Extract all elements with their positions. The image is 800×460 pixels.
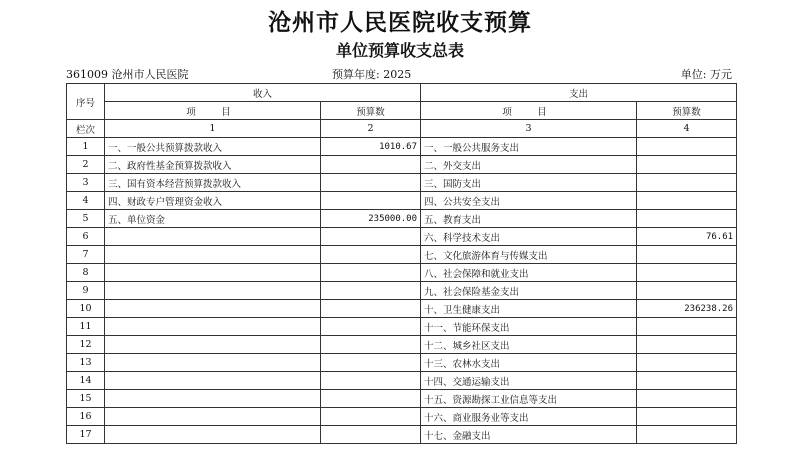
expense-item-cell: 十六、商业服务业等支出 — [421, 408, 637, 426]
expense-item-cell: 十四、交通运输支出 — [421, 372, 637, 390]
table-row — [67, 210, 737, 228]
income-item-cell: 五、单位资金 — [105, 210, 321, 228]
table-row — [67, 300, 737, 318]
income-amount-cell — [321, 228, 421, 246]
col-index-1: 1 — [105, 120, 321, 138]
income-amount-cell: 1010.67 — [321, 138, 421, 156]
table-row — [67, 264, 737, 282]
income-item-cell — [105, 336, 321, 354]
income-item-cell — [105, 228, 321, 246]
income-amount-cell — [321, 372, 421, 390]
expense-amount-cell — [637, 318, 737, 336]
expense-item-cell: 八、社会保障和就业支出 — [421, 264, 637, 282]
income-amount-cell — [321, 264, 421, 282]
income-item-cell — [105, 246, 321, 264]
income-item-cell — [105, 300, 321, 318]
row-seq: 8 — [67, 264, 105, 282]
expense-item-cell: 十七、金融支出 — [421, 426, 637, 444]
row-seq: 3 — [67, 174, 105, 192]
income-item-cell — [105, 408, 321, 426]
col-index-3: 3 — [421, 120, 637, 138]
income-item-cell — [105, 390, 321, 408]
income-amount-cell — [321, 192, 421, 210]
table-row — [67, 228, 737, 246]
table-row — [67, 318, 737, 336]
budget-year: 预算年度: 2025 — [332, 68, 412, 81]
income-item-cell: 三、国有资本经营预算拨款收入 — [105, 174, 321, 192]
row-seq: 9 — [67, 282, 105, 300]
expense-amount-cell — [637, 408, 737, 426]
expense-item-cell: 十五、资源勘探工业信息等支出 — [421, 390, 637, 408]
col-index-row — [67, 120, 737, 138]
expense-item-cell: 十三、农林水支出 — [421, 354, 637, 372]
income-item-cell — [105, 318, 321, 336]
income-header: 收入 — [105, 84, 421, 102]
expense-amount-cell — [637, 372, 737, 390]
row-seq: 14 — [67, 372, 105, 390]
table-row — [67, 408, 737, 426]
expense-header: 支出 — [421, 84, 737, 102]
table-row — [67, 372, 737, 390]
expense-amount-header: 预算数 — [637, 102, 737, 120]
table-row — [67, 426, 737, 444]
income-amount-cell — [321, 426, 421, 444]
income-item-cell: 一、一般公共预算拨款收入 — [105, 138, 321, 156]
expense-item-cell: 九、社会保险基金支出 — [421, 282, 637, 300]
income-amount-cell — [321, 174, 421, 192]
col-index-2: 2 — [321, 120, 421, 138]
seq-header: 序号 — [67, 84, 105, 120]
income-amount-cell — [321, 156, 421, 174]
income-item-cell — [105, 282, 321, 300]
row-seq: 4 — [67, 192, 105, 210]
table-row — [67, 354, 737, 372]
expense-item-cell: 二、外交支出 — [421, 156, 637, 174]
table-row — [67, 246, 737, 264]
expense-amount-cell: 76.61 — [637, 228, 737, 246]
table-row — [67, 192, 737, 210]
expense-amount-cell — [637, 210, 737, 228]
expense-item-cell: 一、一般公共服务支出 — [421, 138, 637, 156]
income-item-cell — [105, 372, 321, 390]
expense-item-cell: 三、国防支出 — [421, 174, 637, 192]
expense-item-cell: 十一、节能环保支出 — [421, 318, 637, 336]
income-amount-cell — [321, 246, 421, 264]
expense-item-cell: 十二、城乡社区支出 — [421, 336, 637, 354]
col-index-label: 栏次 — [67, 120, 105, 138]
table-row — [67, 174, 737, 192]
header-row-2 — [67, 102, 737, 120]
expense-amount-cell — [637, 264, 737, 282]
row-seq: 1 — [67, 138, 105, 156]
unit-label: 单位: 万元 — [680, 68, 732, 81]
table-row — [67, 156, 737, 174]
table-row — [67, 138, 737, 156]
row-seq: 17 — [67, 426, 105, 444]
income-amount-cell — [321, 282, 421, 300]
expense-amount-cell — [637, 156, 737, 174]
expense-amount-cell — [637, 354, 737, 372]
income-amount-cell — [321, 300, 421, 318]
income-item-cell — [105, 354, 321, 372]
expense-item-cell: 六、科学技术支出 — [421, 228, 637, 246]
income-amount-header: 预算数 — [321, 102, 421, 120]
income-item-cell: 二、政府性基金预算拨款收入 — [105, 156, 321, 174]
income-amount-cell — [321, 318, 421, 336]
income-amount-cell — [321, 390, 421, 408]
table-row — [67, 336, 737, 354]
row-seq: 5 — [67, 210, 105, 228]
expense-item-cell: 五、教育支出 — [421, 210, 637, 228]
income-item-header: 项 目 — [105, 102, 321, 120]
row-seq: 2 — [67, 156, 105, 174]
col-index-4: 4 — [637, 120, 737, 138]
expense-amount-cell — [637, 174, 737, 192]
income-amount-cell — [321, 354, 421, 372]
table-row — [67, 282, 737, 300]
income-item-cell — [105, 426, 321, 444]
expense-amount-cell: 236238.26 — [637, 300, 737, 318]
row-seq: 15 — [67, 390, 105, 408]
budget-table — [66, 83, 737, 444]
page-title: 沧州市人民医院收支预算 — [268, 9, 532, 36]
expense-amount-cell — [637, 426, 737, 444]
expense-item-header: 项 目 — [421, 102, 637, 120]
row-seq: 13 — [67, 354, 105, 372]
expense-amount-cell — [637, 282, 737, 300]
expense-amount-cell — [637, 192, 737, 210]
income-item-cell — [105, 264, 321, 282]
expense-item-cell: 七、文化旅游体育与传媒支出 — [421, 246, 637, 264]
expense-item-cell: 四、公共安全支出 — [421, 192, 637, 210]
row-seq: 11 — [67, 318, 105, 336]
expense-amount-cell — [637, 336, 737, 354]
expense-item-cell: 十、卫生健康支出 — [421, 300, 637, 318]
row-seq: 10 — [67, 300, 105, 318]
page-subtitle: 单位预算收支总表 — [335, 41, 464, 60]
income-amount-cell — [321, 336, 421, 354]
table-row — [67, 390, 737, 408]
header-row-1 — [67, 84, 737, 102]
row-seq: 6 — [67, 228, 105, 246]
row-seq: 16 — [67, 408, 105, 426]
unit-code-name: 361009 沧州市人民医院 — [66, 68, 189, 81]
income-amount-cell — [321, 408, 421, 426]
expense-amount-cell — [637, 138, 737, 156]
income-amount-cell: 235000.00 — [321, 210, 421, 228]
row-seq: 12 — [67, 336, 105, 354]
row-seq: 7 — [67, 246, 105, 264]
expense-amount-cell — [637, 246, 737, 264]
expense-amount-cell — [637, 390, 737, 408]
income-item-cell: 四、财政专户管理资金收入 — [105, 192, 321, 210]
